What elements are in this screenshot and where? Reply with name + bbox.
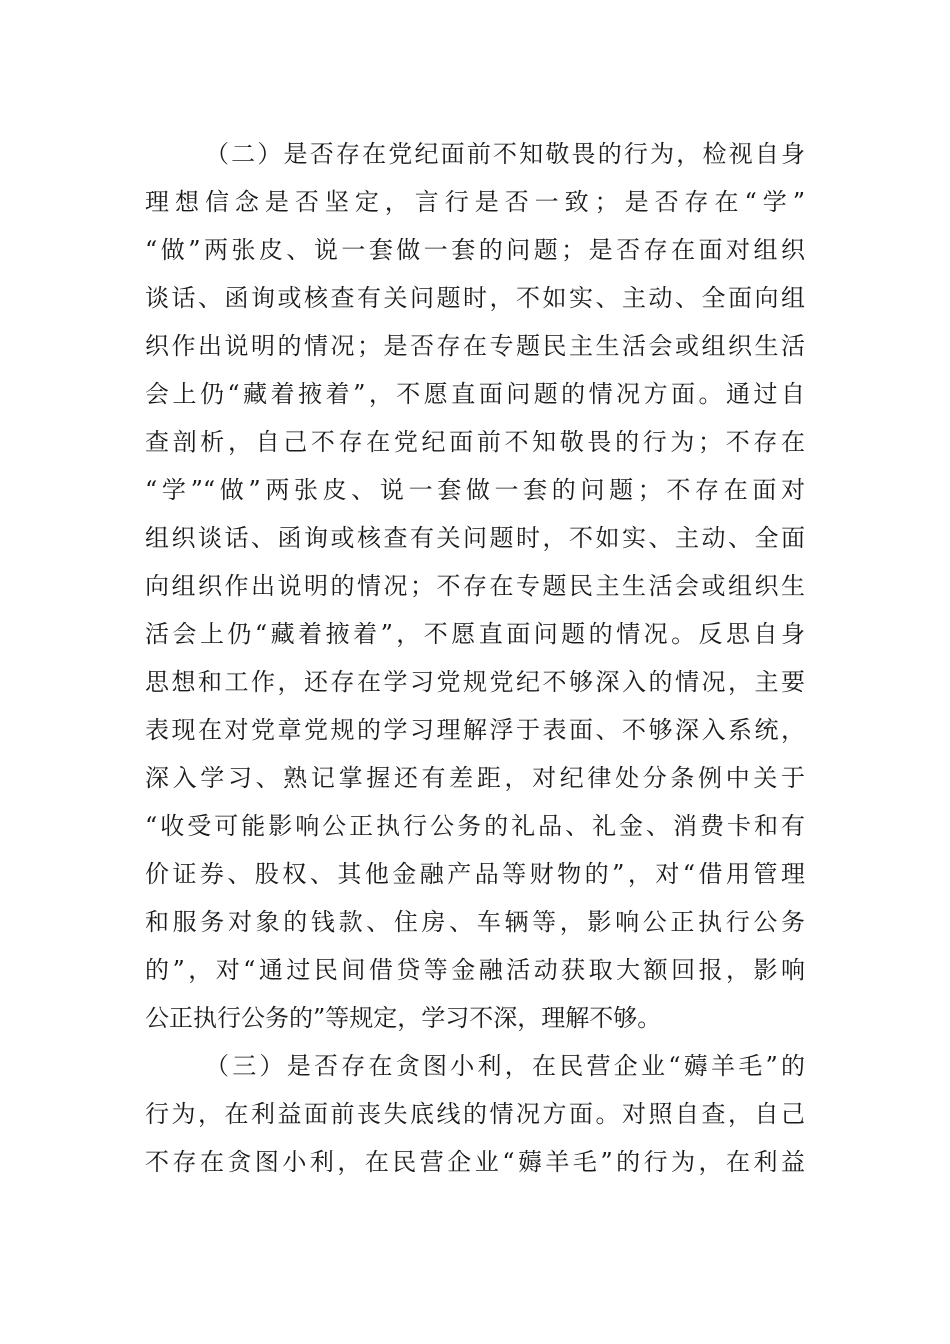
paragraph-2-line-2: 理想信念是否坚定，言行是否一致；是否存在“学”	[145, 188, 805, 216]
paragraph-3-line-2: 行为，在利益面前丧失底线的情况方面。对照自查，自己	[145, 1100, 805, 1128]
paragraph-2-line-13: 表现在对党章党规的学习理解浮于表面、不够深入系统，	[145, 716, 805, 744]
paragraph-3-line-1: （三）是否存在贪图小利，在民营企业“薅羊毛”的	[205, 1052, 805, 1080]
paragraph-2-line-9: 组织谈话、函询或核查有关问题时，不如实、主动、全面	[145, 524, 805, 552]
paragraph-2-line-14: 深入学习、熟记掌握还有差距，对纪律处分条例中关于	[145, 764, 805, 792]
paragraph-2-line-16: 价证券、股权、其他金融产品等财物的”，对“借用管理	[145, 860, 805, 888]
paragraph-2-line-11: 活会上仍“藏着掖着”，不愿直面问题的情况。反思自身	[145, 620, 805, 648]
paragraph-2-line-7: 查剖析，自己不存在党纪面前不知敬畏的行为；不存在	[145, 428, 805, 456]
paragraph-2-line-15: “收受可能影响公正执行公务的礼品、礼金、消费卡和有	[145, 812, 805, 840]
paragraph-2-line-18: 的”，对“通过民间借贷等金融活动获取大额回报，影响	[145, 956, 805, 984]
paragraph-2-line-17: 和服务对象的钱款、住房、车辆等，影响公正执行公务	[145, 908, 805, 936]
paragraph-2-line-3: “做”两张皮、说一套做一套的问题；是否存在面对组织	[145, 236, 805, 264]
paragraph-2-line-1: （二）是否存在党纪面前不知敬畏的行为，检视自身	[205, 140, 805, 168]
paragraph-2-line-6: 会上仍“藏着掖着”，不愿直面问题的情况方面。通过自	[145, 380, 805, 408]
paragraph-2-line-10: 向组织作出说明的情况；不存在专题民主生活会或组织生	[145, 572, 805, 600]
paragraph-2-line-19: 公正执行公务的”等规定，学习不深，理解不够。	[145, 1004, 662, 1032]
paragraph-2-line-8: “学”“做”两张皮、说一套做一套的问题；不存在面对	[145, 476, 805, 504]
paragraph-2-line-12: 思想和工作，还存在学习党规党纪不够深入的情况，主要	[145, 668, 805, 696]
paragraph-3-line-3: 不存在贪图小利，在民营企业“薅羊毛”的行为，在利益	[145, 1148, 805, 1176]
paragraph-2-line-4: 谈话、函询或核查有关问题时，不如实、主动、全面向组	[145, 284, 805, 312]
paragraph-2-line-5: 织作出说明的情况；是否存在专题民主生活会或组织生活	[145, 332, 805, 360]
